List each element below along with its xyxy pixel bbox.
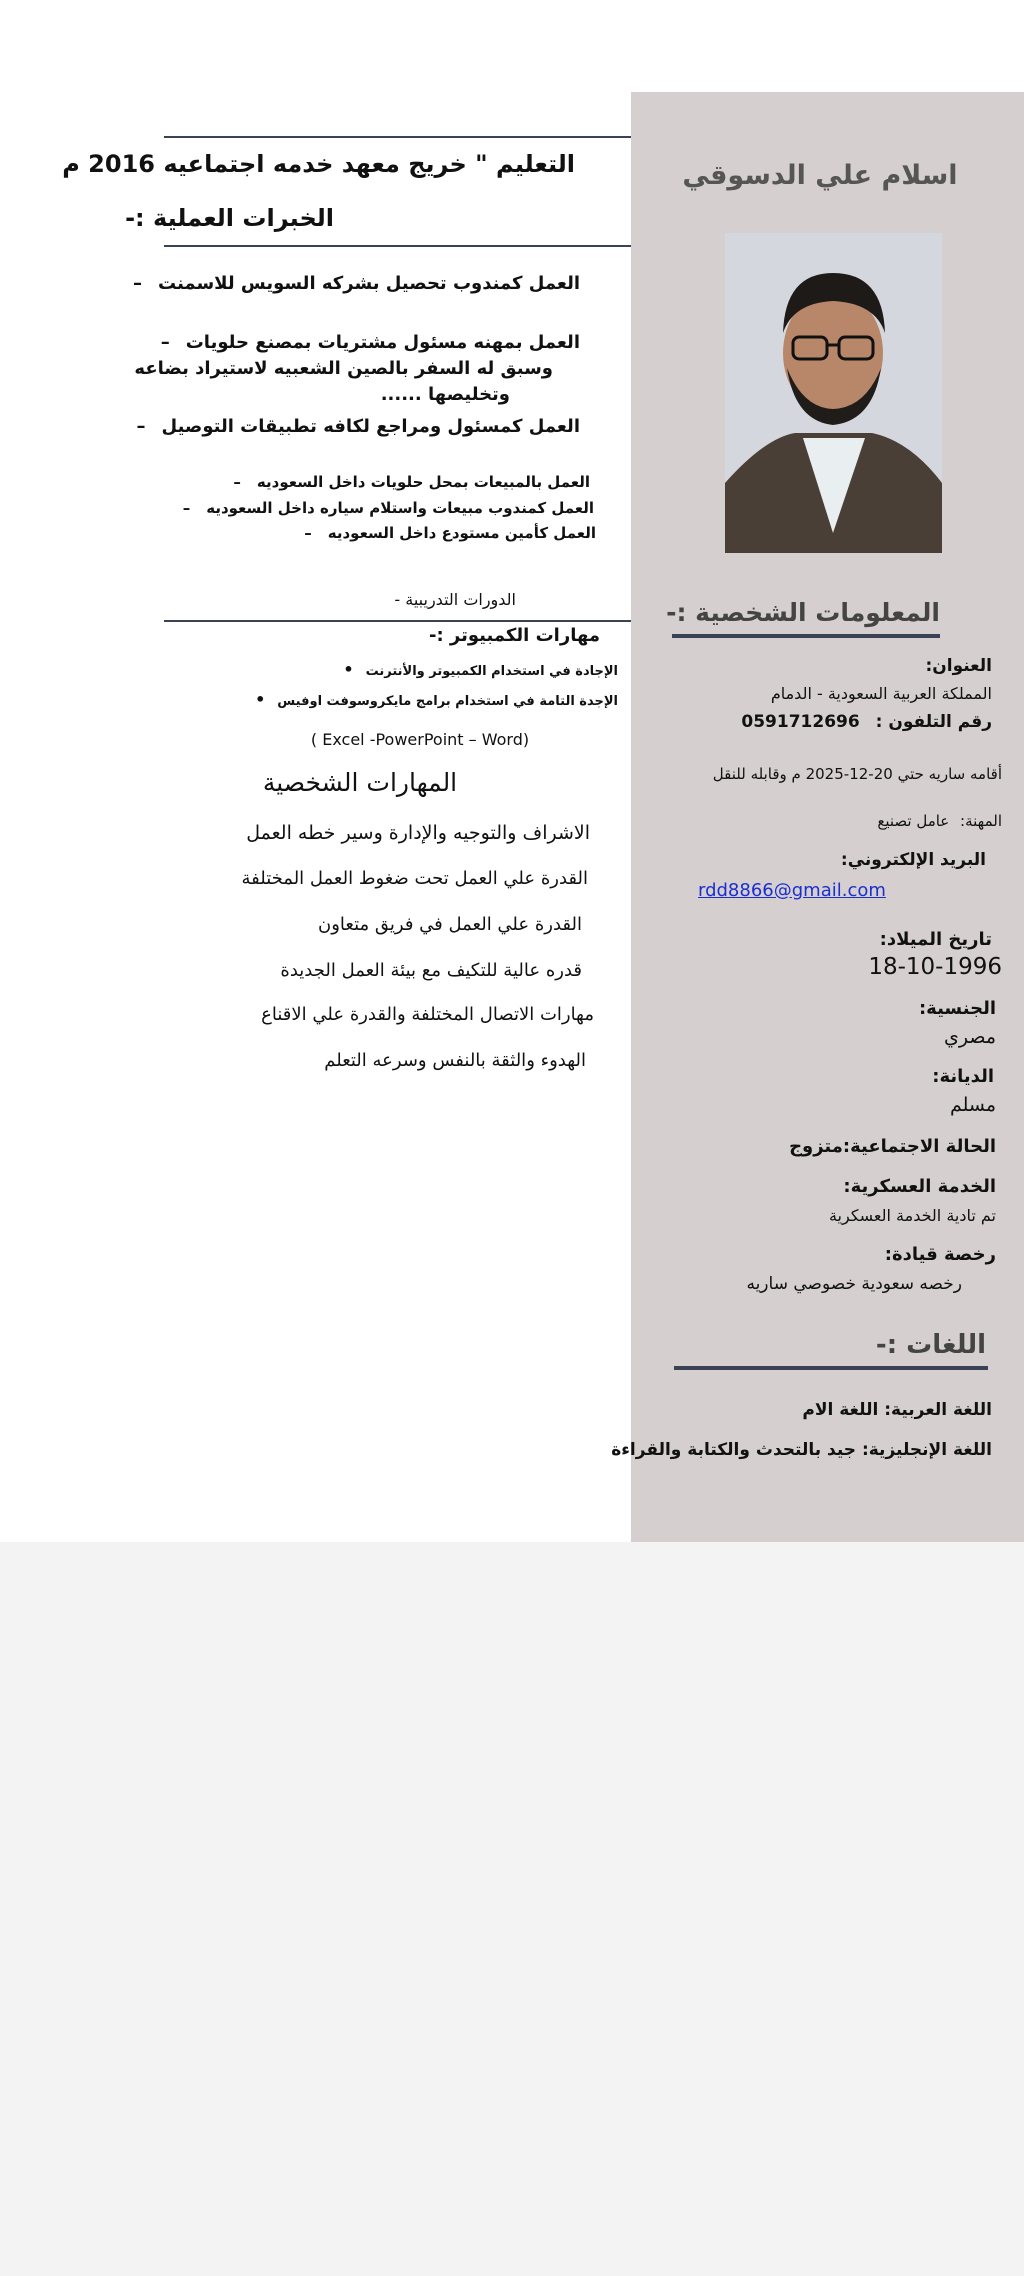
personal-skill-item: القدرة علي العمل تحت ضغوط العمل المختلفة — [241, 868, 588, 889]
experience-item-small: العمل كأمين مستودع داخل السعوديه – — [260, 524, 596, 542]
personal-skill-item: مهارات الاتصال المختلفة والقدرة علي الاقناع — [261, 1004, 594, 1025]
military-value: تم تادية الخدمة العسكرية — [828, 1206, 996, 1225]
education-line: التعليم " خريج معهد خدمه اجتماعيه 2016 م — [62, 150, 575, 178]
experience-heading: الخبرات العملية :- — [125, 204, 334, 232]
dob-label: تاريخ الميلاد: — [879, 929, 992, 950]
marital-status: الحالة الاجتماعية:متزوج — [789, 1136, 996, 1157]
personal-skill-item: قدره عالية للتكيف مع بيئة العمل الجديدة — [280, 960, 582, 981]
language-arabic: اللغة العربية: اللغة الام — [802, 1400, 992, 1420]
nationality-value: مصري — [943, 1026, 996, 1048]
address-label: العنوان: — [925, 656, 992, 676]
residency-text: أقامه ساريه حتي 20-12-2025 م وقابله للنقل — [712, 765, 1002, 783]
email-link[interactable]: rdd8866@gmail.com — [698, 880, 886, 901]
languages-heading: اللغات :- — [875, 1330, 986, 1360]
experience-item: العمل كمسئول ومراجع لكافه تطبيقات التوصيل – — [170, 416, 580, 437]
experience-item: العمل بمهنه مسئول مشتريات بمصنع حلويات – — [170, 332, 580, 353]
personal-info-heading: المعلومات الشخصية :- — [666, 598, 940, 627]
phone-label: رقم التلفون : — [875, 712, 992, 732]
experience-divider — [164, 245, 631, 247]
experience-item-continued: وسبق له السفر بالصين الشعبيه لاستيراد بضاعه — [134, 358, 553, 379]
computer-skill-item: الإجدة التامة في استخدام برامج مايكروسوفت اوفيس • — [220, 690, 618, 709]
language-english: اللغة الإنجليزية: جيد بالتحدث والكتابة والقراءة — [611, 1440, 992, 1460]
personal-skill-item: الاشراف والتوجيه والإدارة وسير خطه العمل — [246, 822, 590, 844]
email-label: البريد الإلكتروني: — [840, 850, 986, 870]
computer-skills-heading: مهارات الكمبيوتر :- — [428, 625, 600, 646]
computer-skill-item: الإجادة في استخدام الكمبيوتر والأنترنت • — [290, 660, 618, 679]
office-programs: ( Excel -PowerPoint – Word) — [310, 730, 530, 749]
person-portrait-icon — [725, 233, 942, 553]
top-divider — [164, 136, 631, 138]
experience-item-continued: وتخليصها ...... — [380, 384, 510, 405]
job-value: عامل تصنيع — [877, 812, 950, 830]
personal-skills-heading: المهارات الشخصية — [262, 768, 458, 797]
dob-value: 18-10-1996 — [868, 954, 1002, 980]
languages-divider — [674, 1366, 988, 1370]
job-label: المهنة: — [960, 812, 1002, 830]
job-row — [760, 812, 1002, 830]
courses-divider — [164, 620, 631, 622]
courses-heading: الدورات التدريبية - — [394, 590, 516, 609]
experience-item-small: العمل بالمبيعات بمحل حلويات داخل السعوديه – — [200, 473, 590, 491]
nationality-label: الجنسية: — [918, 998, 996, 1019]
license-value: رخصه سعودية خصوصي ساريه — [746, 1274, 962, 1294]
experience-item-small: العمل كمندوب مبيعات واستلام سياره داخل السعوديه – — [180, 499, 594, 517]
phone-row — [700, 712, 992, 732]
experience-item: العمل كمندوب تحصيل بشركه السويس للاسمنت – — [170, 273, 580, 294]
religion-value: مسلم — [949, 1094, 996, 1116]
person-name: اسلام علي الدسوقي — [682, 160, 958, 191]
license-label: رخصة قيادة: — [884, 1244, 996, 1265]
phone-value: 0591712696 — [741, 712, 860, 732]
personal-skill-item: الهدوء والثقة بالنفس وسرعه التعلم — [324, 1050, 586, 1071]
personal-info-divider — [672, 634, 940, 638]
address-value: المملكة العربية السعودية - الدمام — [770, 684, 992, 703]
military-label: الخدمة العسكرية: — [843, 1176, 996, 1197]
profile-photo — [725, 233, 942, 553]
personal-skill-item: القدرة علي العمل في فريق متعاون — [318, 914, 582, 935]
religion-label: الديانة: — [932, 1066, 994, 1087]
